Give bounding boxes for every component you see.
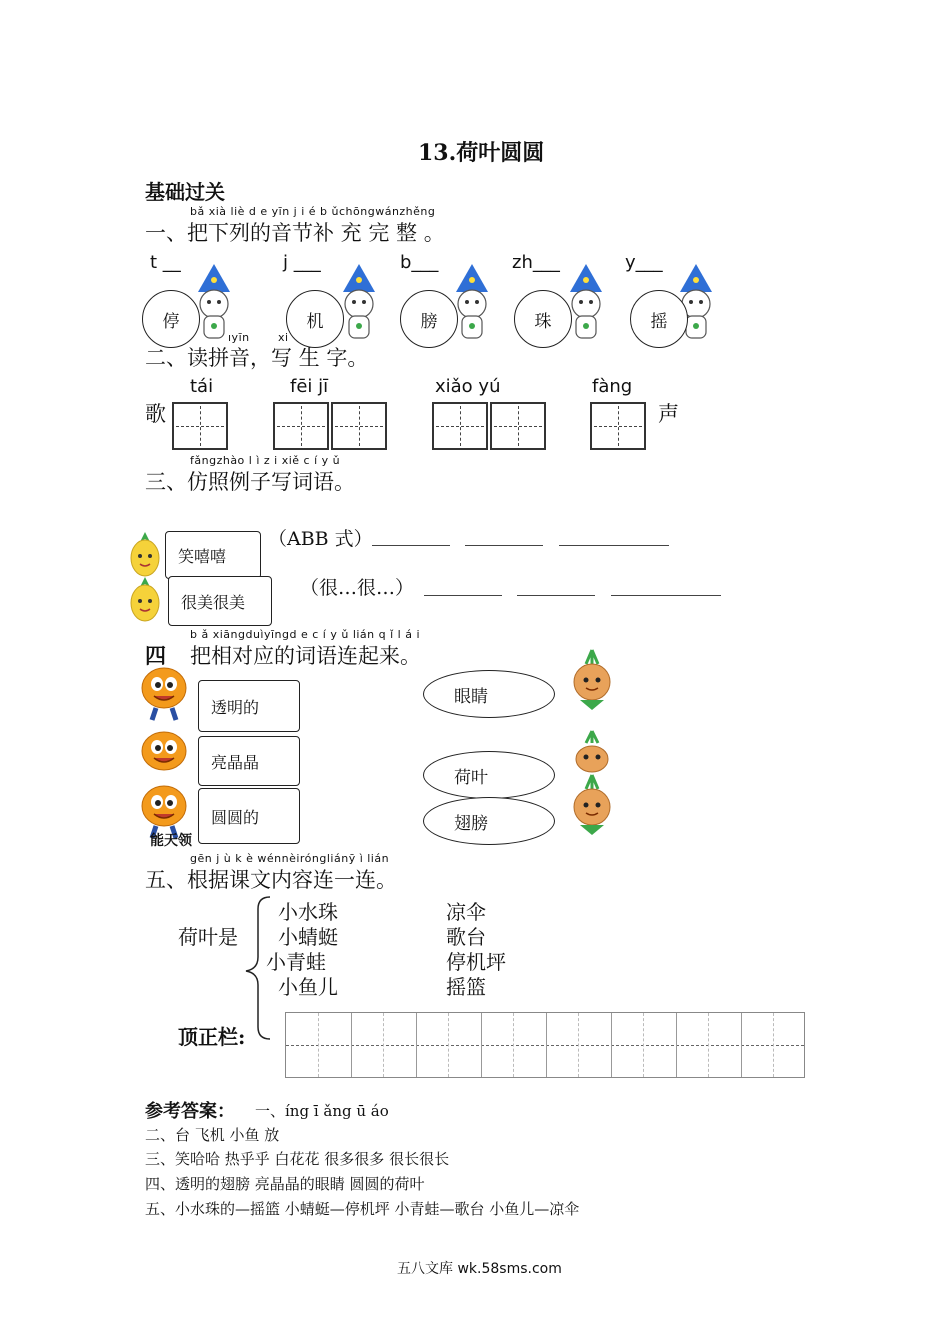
q1-item-prefix: t __ (150, 252, 181, 273)
tianzige-box[interactable] (590, 402, 646, 450)
writing-grid[interactable] (285, 1012, 805, 1078)
q1-item-prefix: j ___ (283, 252, 321, 273)
tianzige-box[interactable] (273, 402, 329, 450)
grid-label: 顶正栏: (178, 1025, 246, 1049)
footer-watermark: 五八文库 wk.58sms.com (397, 1261, 562, 1277)
answer-line: 二、台 飞机 小鱼 放 (145, 1126, 280, 1144)
q4-left-word[interactable]: 圆圆的 (198, 788, 300, 844)
q1-pinyin: bǎ xià liè d e yīn j i é b ǔchōngwánzhěng (190, 205, 436, 218)
q2-lead-char: 歌 (145, 402, 166, 426)
cat-mascot-illustration (335, 262, 383, 346)
onion-mascot-illustration (570, 773, 614, 839)
tianzige-box[interactable] (172, 402, 228, 450)
q3-pinyin: fǎngzhào l ì z i xiě c í y ǔ (190, 454, 341, 467)
tianzige-box[interactable] (490, 402, 546, 450)
q1-char-circle: 膀 (400, 290, 458, 348)
q5-subject: 荷叶是 (178, 925, 238, 949)
q4-heading-number: 四 (145, 643, 166, 668)
q5-right-item[interactable]: 停机坪 (446, 950, 506, 974)
answer-line: 三、笑哈哈 热乎乎 白花花 很多很多 很长很长 (145, 1150, 450, 1168)
cat-mascot-illustration (448, 262, 496, 346)
q5-left-item[interactable]: 小水珠 (278, 900, 338, 924)
q1-char-circle: 停 (142, 290, 200, 348)
q4-right-word[interactable]: 荷叶 (423, 751, 555, 799)
q3-pattern-label: （ABB 式） (268, 528, 373, 550)
q1-item-prefix: zh___ (512, 252, 560, 273)
q2-heading: 二、读拼音，写 生 字。 (145, 346, 369, 370)
q2-tail-char: 声 (658, 402, 679, 426)
onion-mascot-illustration (570, 729, 614, 773)
q2-pinyin: xiǎo yú (435, 376, 501, 397)
q3-example-box: 笑嘻嘻 (165, 531, 261, 579)
page-title: 13.荷叶圆圆 (418, 140, 545, 166)
orange-mascot-illustration (134, 662, 198, 724)
answer-line: 五、小水珠的—摇篮 小蜻蜓—停机坪 小青蛙—歌台 小鱼儿—凉伞 (145, 1200, 580, 1218)
q2-pinyin-fragment: xi (278, 331, 289, 344)
q4-right-word[interactable]: 翅膀 (423, 797, 555, 845)
pineapple-mascot-illustration (128, 530, 162, 580)
orange-mascot-illustration (134, 727, 198, 777)
answers-label: 参考答案： (145, 1101, 235, 1122)
q1-item-prefix: b___ (400, 252, 439, 273)
answer-line: 四、透明的翅膀 亮晶晶的眼睛 圆圆的荷叶 (145, 1175, 425, 1193)
q4-stray-text: 能天领 (150, 833, 192, 849)
q3-answer-blanks[interactable] (424, 577, 721, 596)
q4-left-word[interactable]: 亮晶晶 (198, 736, 300, 786)
section-heading: 基础过关 (145, 180, 225, 204)
cat-mascot-illustration (562, 262, 610, 346)
q2-pinyin: fēi jī (290, 376, 329, 397)
tianzige-box[interactable] (432, 402, 488, 450)
q5-right-item[interactable]: 凉伞 (446, 900, 486, 924)
q1-char-circle: 珠 (514, 290, 572, 348)
q4-heading: 把相对应的词语连起来。 (190, 644, 421, 668)
q3-example-box: 很美很美 (168, 576, 272, 626)
q5-heading: 五、根据课文内容连一连。 (145, 868, 397, 892)
onion-mascot-illustration (570, 648, 614, 714)
q1-heading: 一、把下列的音节补 充 完 整 。 (145, 221, 445, 245)
q1-item-prefix: y___ (625, 252, 663, 273)
q3-pattern-label: （很…很…） (300, 577, 415, 599)
answer-line: 一、íng ī ǎng ū áo (255, 1102, 389, 1120)
q1-char-circle: 摇 (630, 290, 688, 348)
q5-left-item[interactable]: 小蜻蜓 (278, 925, 338, 949)
pineapple-mascot-illustration (128, 575, 162, 625)
q3-answer-blanks[interactable] (372, 527, 669, 546)
q5-pinyin: gēn j ù k è wénnèiróngliánȳ ì lián (190, 852, 390, 865)
tianzige-box[interactable] (331, 402, 387, 450)
q1-char-circle: 机 (286, 290, 344, 348)
q5-left-item[interactable]: 小青蛙 (266, 950, 326, 974)
q4-right-word[interactable]: 眼睛 (423, 670, 555, 718)
q2-pinyin: fàng (592, 376, 633, 397)
q5-right-item[interactable]: 摇篮 (446, 975, 486, 999)
q4-left-word[interactable]: 透明的 (198, 680, 300, 732)
q5-right-item[interactable]: 歌台 (446, 925, 486, 949)
q2-pinyin-fragment: ıyīn (228, 331, 250, 344)
q2-pinyin: tái (190, 376, 214, 397)
q5-left-item[interactable]: 小鱼儿 (278, 975, 338, 999)
q3-heading: 三、仿照例子写词语。 (145, 470, 355, 494)
q4-pinyin: b ǎ xiāngduìyīngd e c í y ǔ lián q ǐ l á i (190, 628, 421, 641)
